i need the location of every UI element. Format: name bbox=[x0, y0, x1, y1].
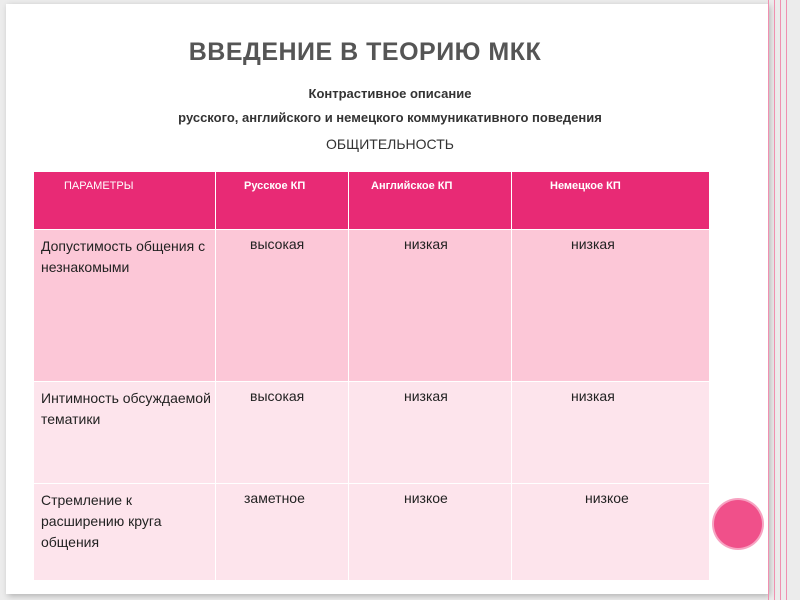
german-value: низкое bbox=[512, 484, 710, 581]
param-cell: Стремление к расширению круга общения bbox=[34, 484, 216, 581]
table-header-row bbox=[34, 172, 710, 230]
english-value: низкая bbox=[349, 382, 512, 484]
german-value: низкая bbox=[512, 230, 710, 382]
russian-value: высокая bbox=[216, 230, 349, 382]
table-row bbox=[34, 382, 710, 484]
subtitle-line-2: русского, английского и немецкого коммуникативного поведения bbox=[178, 110, 602, 125]
header-english: Английское КП bbox=[349, 172, 512, 230]
table-row bbox=[34, 484, 710, 581]
decorative-circle bbox=[714, 500, 762, 548]
slide-title: ВВЕДЕНИЕ В ТЕОРИЮ МКК bbox=[188, 38, 542, 66]
comparison-table bbox=[33, 171, 710, 581]
subtitle-line-1: Контрастивное описание bbox=[308, 86, 472, 101]
header-params: ПАРАМЕТРЫ bbox=[34, 172, 216, 230]
russian-value: высокая bbox=[216, 382, 349, 484]
english-value: низкое bbox=[349, 484, 512, 581]
header-german: Немецкое КП bbox=[512, 172, 710, 230]
param-cell: Интимность обсуждаемой тематики bbox=[34, 382, 216, 484]
decorative-line bbox=[780, 0, 781, 600]
section-heading: ОБЩИТЕЛЬНОСТЬ bbox=[326, 136, 454, 152]
german-value: низкая bbox=[512, 382, 710, 484]
english-value: низкая bbox=[349, 230, 512, 382]
param-cell: Допустимость общения с незнакомыми bbox=[34, 230, 216, 382]
header-russian: Русское КП bbox=[216, 172, 349, 230]
decorative-line bbox=[786, 0, 787, 600]
table-row bbox=[34, 230, 710, 382]
russian-value: заметное bbox=[216, 484, 349, 581]
